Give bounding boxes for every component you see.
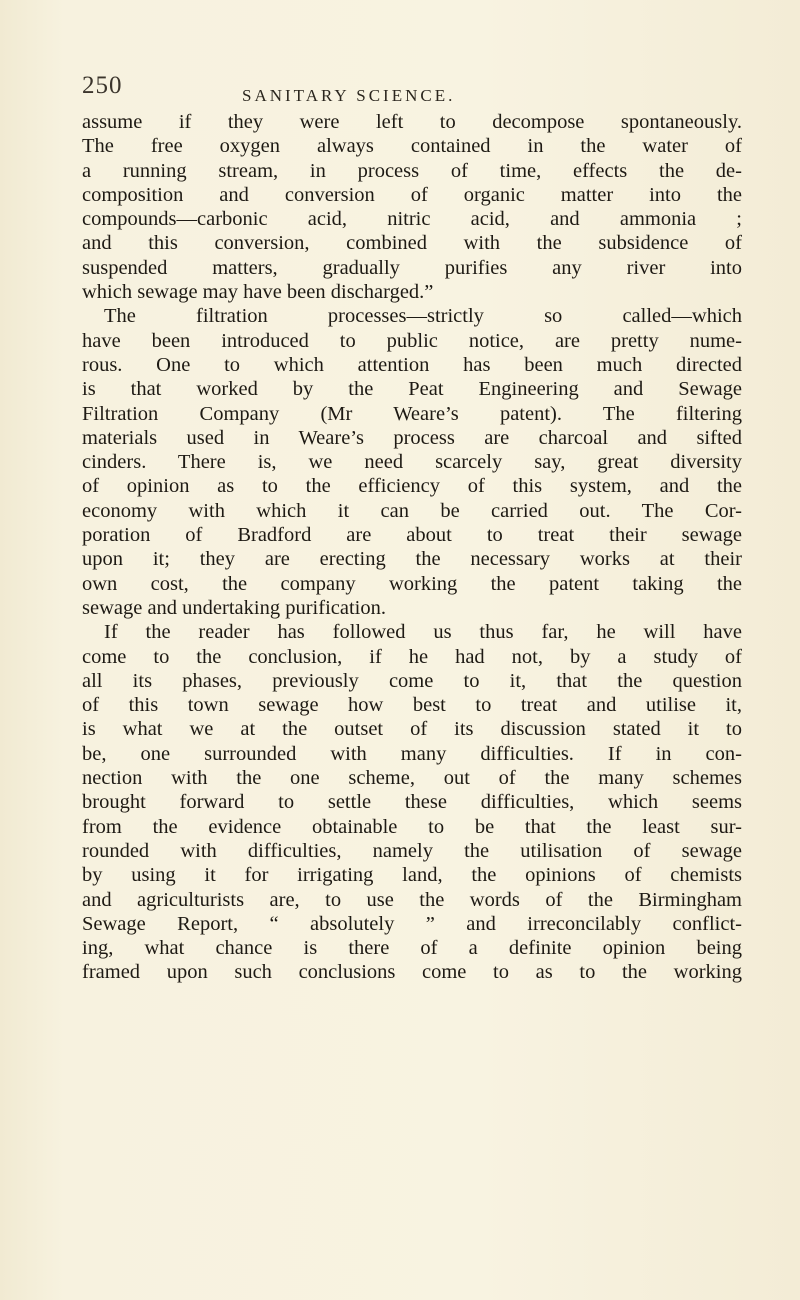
text-line: materials used in Weare’s process are charcoal and sifted: [82, 426, 742, 449]
text-line: Filtration Company (Mr Weare’s patent). The filtering: [82, 402, 742, 425]
text-line: by using it for irrigating land, the opinions of chemists: [82, 864, 742, 887]
text-line: of this town sewage how best to treat and utilise it,: [82, 694, 742, 717]
text-line: upon it; they are erecting the necessary works at their: [82, 548, 742, 571]
text-line: assume if they were left to decompose spontaneously.: [82, 111, 742, 133]
text-line: cinders. There is, we need scarcely say, great diversity: [82, 451, 742, 474]
page-number: 250: [82, 72, 123, 99]
text-line: own cost, the company working the patent taking the: [82, 572, 742, 595]
text-line: composition and conversion of organic matter into the: [82, 183, 742, 206]
text-line: compounds—carbonic acid, nitric acid, and ammonia ;: [82, 208, 742, 231]
text-line: a running stream, in process of time, effects the de-: [82, 159, 742, 182]
text-line: Sewage Report, “ absolutely ” and irreconcilably conflict-: [82, 912, 742, 935]
text-line: poration of Bradford are about to treat their sewage: [82, 524, 742, 547]
text-line: of opinion as to the efficiency of this system, and the: [82, 475, 742, 498]
text-line: and this conversion, combined with the subsidence of: [82, 232, 742, 255]
text-line: from the evidence obtainable to be that the least sur-: [82, 815, 742, 838]
text-line: nection with the one scheme, out of the many schemes: [82, 767, 742, 790]
text-line: all its phases, previously come to it, that the question: [82, 669, 742, 692]
body-text: [82, 110, 742, 985]
text-line: The free oxygen always contained in the water of: [82, 135, 742, 158]
running-head: SANITARY SCIENCE.: [242, 86, 456, 105]
text-line: If the reader has followed us thus far, he will have: [104, 621, 742, 644]
text-line: economy with which it can be carried out. The Cor-: [82, 499, 742, 522]
text-line: rous. One to which attention has been much directed: [82, 353, 742, 376]
text-line: have been introduced to public notice, are pretty nume-: [82, 329, 742, 352]
text-line: which sewage may have been discharged.”: [82, 281, 434, 304]
text-line: The filtration processes—strictly so called—which: [104, 305, 742, 328]
text-line: and agriculturists are, to use the words of the Birmingham: [82, 888, 742, 911]
text-line: is what we at the outset of its discussion stated it to: [82, 718, 742, 741]
text-line: framed upon such conclusions come to as to the working: [82, 961, 742, 984]
text-line: is that worked by the Peat Engineering and Sewage: [82, 378, 742, 401]
text-line: suspended matters, gradually purifies any river into: [82, 256, 742, 279]
text-line: rounded with difficulties, namely the utilisation of sewage: [82, 839, 742, 862]
text-line: brought forward to settle these difficulties, which seems: [82, 791, 742, 814]
text-line: come to the conclusion, if he had not, by a study of: [82, 645, 742, 668]
page-header: [82, 72, 742, 112]
text-line: ing, what chance is there of a definite opinion being: [82, 937, 742, 960]
text-line: sewage and undertaking purification.: [82, 596, 386, 619]
text-line: be, one surrounded with many difficulties. If in con-: [82, 742, 742, 765]
